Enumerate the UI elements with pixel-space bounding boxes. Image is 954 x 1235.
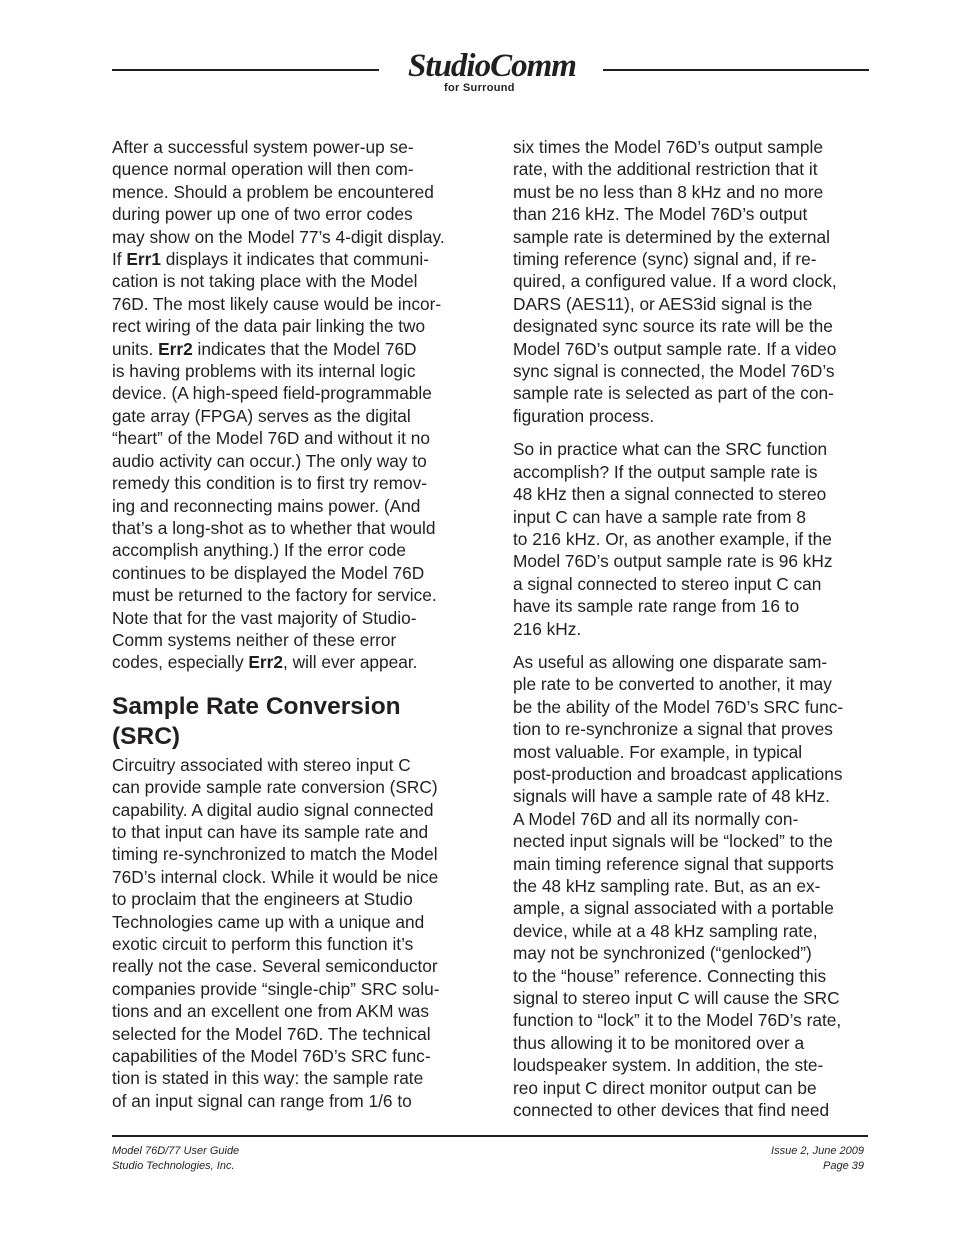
text-line: of an input signal can range from 1/6 to bbox=[112, 1090, 412, 1111]
text-line: post-production and broadcast applications bbox=[513, 763, 843, 784]
text-line: mence. Should a problem be encountered bbox=[112, 181, 434, 202]
text-line: Comm systems neither of these error bbox=[112, 629, 397, 650]
text-line: “heart” of the Model 76D and without it no bbox=[112, 428, 430, 449]
text-line: can provide sample rate conversion (SRC) bbox=[112, 777, 438, 798]
text-line: nected input signals will be “locked” to the bbox=[513, 831, 833, 852]
text-line: device. (A high-speed field-programmable bbox=[112, 383, 432, 404]
text-line: signals will have a sample rate of 48 kHz. bbox=[513, 786, 830, 807]
text-line: most valuable. For example, in typical bbox=[513, 741, 803, 762]
footer-left bbox=[112, 1144, 239, 1174]
text-line: may show on the Model 77’s 4-digit display. bbox=[112, 226, 445, 247]
error-code-bold: Err2 bbox=[248, 652, 283, 673]
text-line: tion to re-synchronize a signal that proves bbox=[513, 719, 833, 740]
text-line: ample, a signal associated with a portable bbox=[513, 898, 834, 919]
text-line: sample rate is selected as part of the con- bbox=[513, 383, 834, 404]
footer-rule bbox=[112, 1135, 868, 1137]
text-line: accomplish? If the output sample rate is bbox=[513, 461, 818, 482]
text-line: 76D’s internal clock. While it would be nice bbox=[112, 866, 439, 887]
footer-issue: Issue 2, June 2009 bbox=[771, 1145, 864, 1157]
text-line: must be returned to the factory for service. bbox=[112, 585, 437, 606]
text-line: loudspeaker system. In addition, the ste- bbox=[513, 1055, 824, 1076]
footer-guide-title: Model 76D/77 User Guide bbox=[112, 1145, 240, 1157]
text-line: that’s a long-shot as to whether that would bbox=[112, 517, 436, 538]
text-line: (SRC) bbox=[112, 722, 181, 750]
text-line: is having problems with its internal logic bbox=[112, 361, 416, 382]
logo-tagline: for Surround bbox=[444, 82, 515, 94]
text-line: selected for the Model 76D. The technical bbox=[112, 1023, 431, 1044]
text-line: rate, with the additional restriction that it bbox=[513, 159, 818, 180]
text-line: sample rate is determined by the external bbox=[513, 226, 830, 247]
text-line: input C can have a sample rate from 8 bbox=[513, 506, 806, 527]
text-line: connected to other devices that find need bbox=[513, 1100, 830, 1121]
text-line: be the ability of the Model 76D’s SRC func- bbox=[513, 696, 844, 717]
text-line: gate array (FPGA) serves as the digital bbox=[112, 405, 411, 426]
text-line: sync signal is connected, the Model 76D’s bbox=[513, 361, 835, 382]
text-line: quence normal operation will then com- bbox=[112, 159, 414, 180]
error-codes-paragraph bbox=[112, 136, 474, 674]
text-line: capability. A digital audio signal connected bbox=[112, 799, 434, 820]
header-rule-left bbox=[112, 69, 379, 71]
text-line: units. Err2 indicates that the Model 76D bbox=[112, 338, 417, 359]
text-line: figuration process. bbox=[513, 405, 655, 426]
footer-right bbox=[771, 1144, 864, 1174]
studiocomm-logo bbox=[392, 48, 592, 100]
text-line: during power up one of two error codes bbox=[112, 204, 413, 225]
text-line: the 48 kHz sampling rate. But, as an ex- bbox=[513, 876, 821, 896]
text-line: capabilities of the Model 76D’s SRC func- bbox=[112, 1046, 431, 1067]
text-line: companies provide “single-chip” SRC solu- bbox=[112, 978, 440, 999]
text-line: codes, especially Err2, will ever appear. bbox=[112, 652, 418, 673]
text-line: So in practice what can the SRC function bbox=[513, 439, 828, 460]
text-line: reo input C direct monitor output can be bbox=[513, 1077, 817, 1098]
text-line: tions and an excellent one from AKM was bbox=[112, 1001, 429, 1022]
text-line: continues to be displayed the Model 76D bbox=[112, 562, 425, 583]
text-line: rect wiring of the data pair linking the two bbox=[112, 316, 426, 337]
footer-page-number: Page 39 bbox=[823, 1160, 864, 1172]
text-line: timing reference (sync) signal and, if re- bbox=[513, 249, 817, 270]
text-line: main timing reference signal that supports bbox=[513, 853, 834, 874]
text-line: Note that for the vast majority of Studio- bbox=[112, 607, 417, 628]
text-line: six times the Model 76D’s output sample bbox=[513, 137, 823, 157]
text-line: ple rate to be converted to another, it may bbox=[513, 674, 832, 695]
text-line: cation is not taking place with the Model bbox=[112, 271, 418, 292]
text-line: quired, a configured value. If a word clock, bbox=[513, 271, 837, 292]
text-line: As useful as allowing one disparate sam- bbox=[513, 651, 828, 672]
text-line: signal to stereo input C will cause the SRC bbox=[513, 988, 840, 1009]
text-line: than 216 kHz. The Model 76D’s output bbox=[513, 204, 808, 225]
text-line: ing and reconnecting mains power. (And bbox=[112, 495, 421, 516]
text-line: 216 kHz. bbox=[513, 618, 582, 639]
resync-paragraph bbox=[513, 651, 875, 1122]
text-line: Model 76D’s output sample rate is 96 kHz bbox=[513, 551, 833, 572]
text-line: 48 kHz then a signal connected to stereo bbox=[513, 484, 827, 505]
right-column bbox=[513, 136, 875, 1132]
text-line: tion is stated in this way: the sample rate bbox=[112, 1068, 424, 1089]
sample-rate-paragraph bbox=[513, 136, 875, 427]
text-line: thus allowing it to be monitored over a bbox=[513, 1032, 805, 1053]
text-line: Model 76D’s output sample rate. If a video bbox=[513, 338, 837, 359]
logo-wordmark: StudioComm bbox=[408, 48, 576, 84]
section-heading-src bbox=[112, 692, 474, 752]
text-line: audio activity can occur.) The only way to bbox=[112, 450, 427, 471]
text-line: DARS (AES11), or AES3id signal is the bbox=[513, 293, 813, 314]
text-line: function to “lock” it to the Model 76D’s rate, bbox=[513, 1010, 842, 1031]
header-rule-right bbox=[603, 69, 869, 71]
text-line: Technologies came up with a unique and bbox=[112, 911, 425, 932]
text-line: to proclaim that the engineers at Studio bbox=[112, 889, 413, 910]
error-code-bold: Err1 bbox=[126, 249, 161, 270]
text-line: 76D. The most likely cause would be incor- bbox=[112, 293, 442, 314]
text-line: have its sample rate range from 16 to bbox=[513, 596, 800, 617]
src-intro-paragraph bbox=[112, 754, 474, 1113]
text-line: A Model 76D and all its normally con- bbox=[513, 808, 799, 829]
text-line: to the “house” reference. Connecting this bbox=[513, 965, 827, 986]
text-line: exotic circuit to perform this function it’s bbox=[112, 934, 414, 954]
text-line: a signal connected to stereo input C can bbox=[513, 573, 822, 594]
text-line: If Err1 displays it indicates that communi- bbox=[112, 249, 429, 270]
text-line: designated sync source its rate will be the bbox=[513, 316, 833, 337]
text-line: to that input can have its sample rate and bbox=[112, 821, 429, 842]
text-line: really not the case. Several semiconductor bbox=[112, 956, 438, 977]
text-line: accomplish anything.) If the error code bbox=[112, 540, 406, 561]
text-line: may not be synchronized (“genlocked”) bbox=[513, 943, 812, 964]
error-code-bold: Err2 bbox=[158, 338, 193, 359]
left-column bbox=[112, 136, 474, 1123]
text-line: timing re-synchronized to match the Model bbox=[112, 844, 438, 865]
text-line: After a successful system power-up se- bbox=[112, 137, 414, 157]
text-line: Sample Rate Conversion bbox=[112, 692, 401, 720]
text-line: remedy this condition is to first try remov- bbox=[112, 473, 427, 494]
src-practice-paragraph bbox=[513, 438, 875, 640]
text-line: device, while at a 48 kHz sampling rate, bbox=[513, 920, 818, 941]
text-line: to 216 kHz. Or, as another example, if the bbox=[513, 528, 832, 549]
text-line: must be no less than 8 kHz and no more bbox=[513, 181, 824, 202]
text-line: Circuitry associated with stereo input C bbox=[112, 754, 411, 775]
footer-company: Studio Technologies, Inc. bbox=[112, 1160, 235, 1172]
